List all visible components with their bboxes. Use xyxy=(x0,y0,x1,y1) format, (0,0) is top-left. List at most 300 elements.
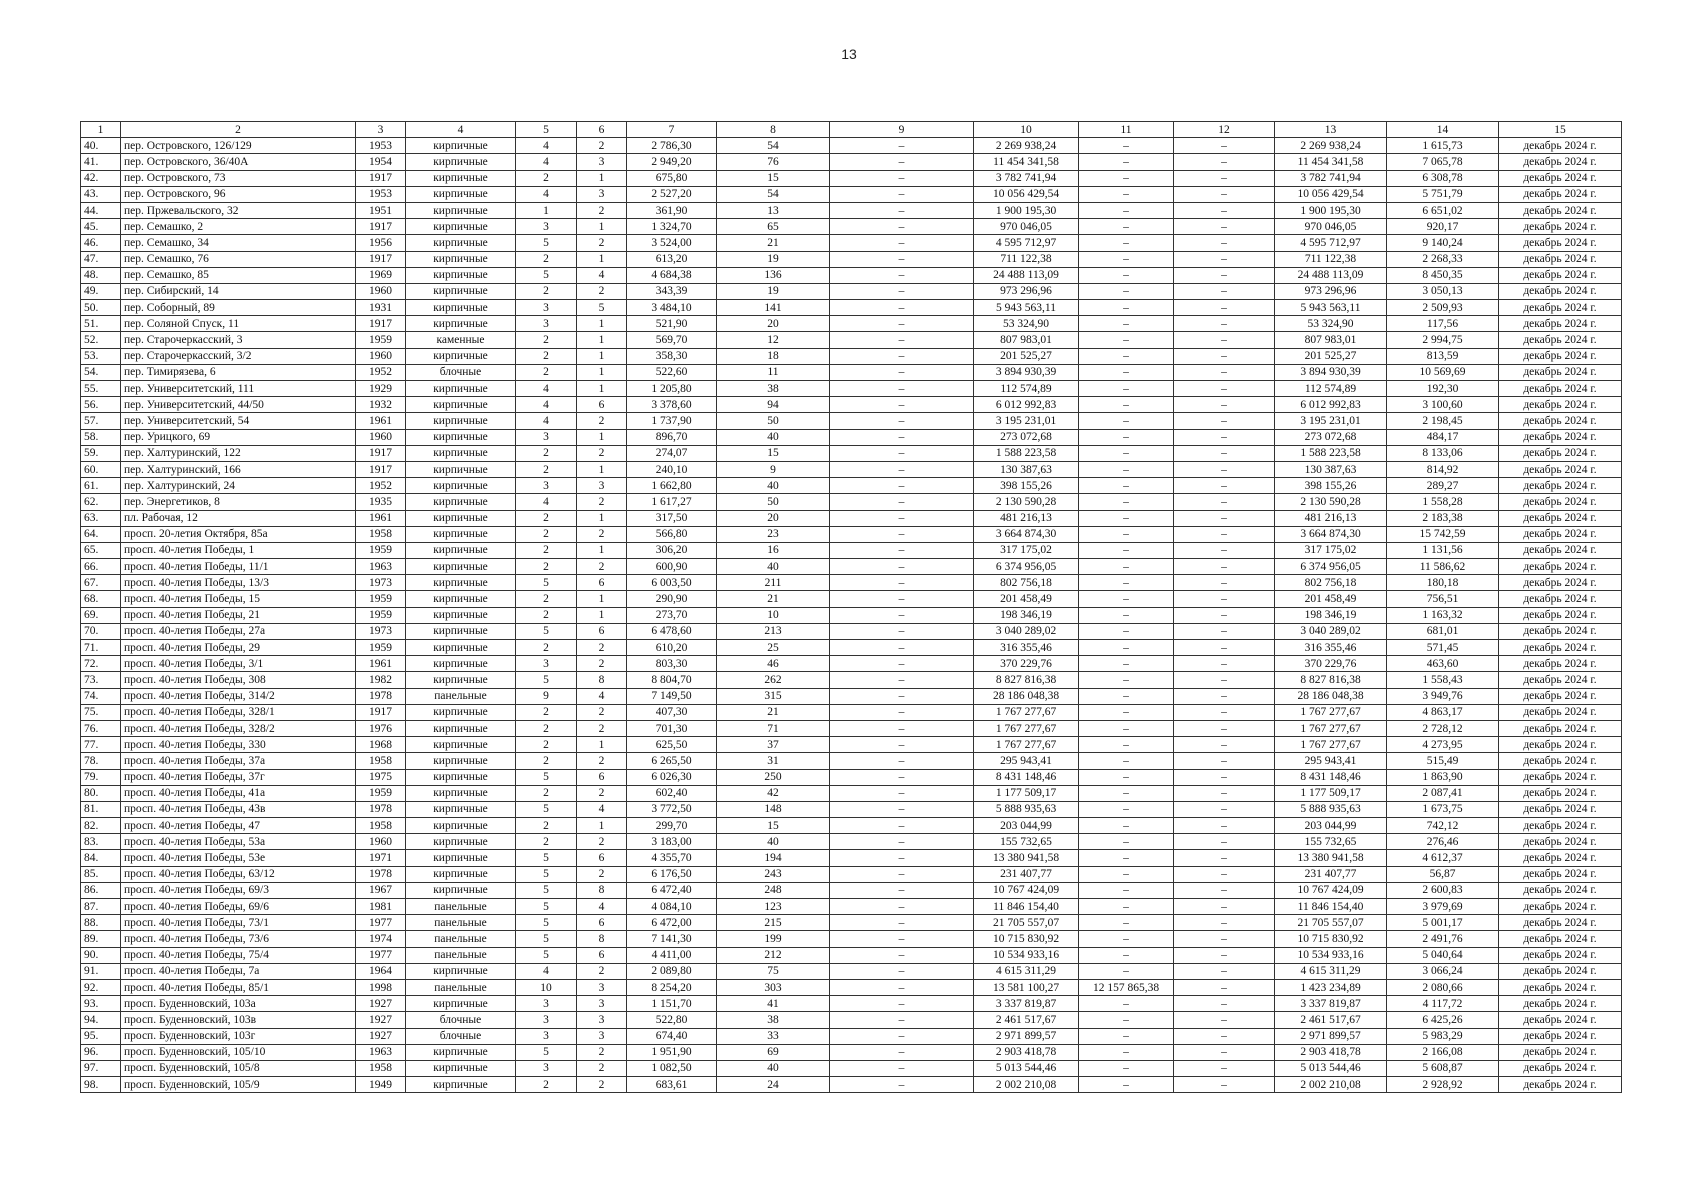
row-number: 94. xyxy=(81,1012,121,1028)
residents: 15 xyxy=(717,170,830,186)
deadline: декабрь 2024 г. xyxy=(1499,542,1622,558)
cost-total: 24 488 113,09 xyxy=(974,267,1079,283)
table-row xyxy=(81,979,1622,995)
cost-per-unit: 1 558,28 xyxy=(1387,494,1499,510)
deadline: декабрь 2024 г. xyxy=(1499,899,1622,915)
deadline: декабрь 2024 г. xyxy=(1499,1012,1622,1028)
residents: 262 xyxy=(717,672,830,688)
col-11: – xyxy=(1079,170,1174,186)
cost-per-unit: 11 586,62 xyxy=(1387,559,1499,575)
residents: 76 xyxy=(717,154,830,170)
col-11: – xyxy=(1079,1012,1174,1028)
col-12: – xyxy=(1174,170,1275,186)
cost-total: 6 012 992,83 xyxy=(974,397,1079,413)
year-built: 1960 xyxy=(356,429,406,445)
year-built: 1932 xyxy=(356,397,406,413)
col-9: – xyxy=(830,720,974,736)
cost-per-unit: 9 140,24 xyxy=(1387,235,1499,251)
floors: 2 xyxy=(516,640,577,656)
wall-material: кирпичные xyxy=(406,186,516,202)
floors: 5 xyxy=(516,899,577,915)
year-built: 1960 xyxy=(356,834,406,850)
cost-total: 8 431 148,46 xyxy=(974,769,1079,785)
table-row xyxy=(81,332,1622,348)
col-12: – xyxy=(1174,235,1275,251)
deadline: декабрь 2024 г. xyxy=(1499,300,1622,316)
col-12: – xyxy=(1174,154,1275,170)
row-number: 43. xyxy=(81,186,121,202)
cost-total: 802 756,18 xyxy=(974,575,1079,591)
col-12: – xyxy=(1174,704,1275,720)
col-9: – xyxy=(830,769,974,785)
entrances: 1 xyxy=(577,429,627,445)
area: 6 176,50 xyxy=(627,866,717,882)
cost-total: 11 454 341,58 xyxy=(974,154,1079,170)
row-number: 54. xyxy=(81,364,121,380)
address: просп. 40-летия Победы, 330 xyxy=(121,737,356,753)
deadline: декабрь 2024 г. xyxy=(1499,704,1622,720)
cost-per-unit: 3 949,76 xyxy=(1387,688,1499,704)
cost-total: 3 040 289,02 xyxy=(974,623,1079,639)
area: 3 183,00 xyxy=(627,834,717,850)
area: 675,80 xyxy=(627,170,717,186)
cost-remaining: 273 072,68 xyxy=(1275,429,1387,445)
col-11: – xyxy=(1079,753,1174,769)
col-9: – xyxy=(830,704,974,720)
table-row xyxy=(81,915,1622,931)
entrances: 2 xyxy=(577,720,627,736)
floors: 2 xyxy=(516,559,577,575)
entrances: 1 xyxy=(577,170,627,186)
col-12: – xyxy=(1174,364,1275,380)
year-built: 1960 xyxy=(356,283,406,299)
area: 317,50 xyxy=(627,510,717,526)
entrances: 2 xyxy=(577,413,627,429)
wall-material: панельные xyxy=(406,688,516,704)
cost-total: 10 534 933,16 xyxy=(974,947,1079,963)
col-12: – xyxy=(1174,591,1275,607)
year-built: 1917 xyxy=(356,461,406,477)
floors: 5 xyxy=(516,866,577,882)
residents: 94 xyxy=(717,397,830,413)
floors: 5 xyxy=(516,850,577,866)
deadline: декабрь 2024 г. xyxy=(1499,478,1622,494)
deadline: декабрь 2024 г. xyxy=(1499,769,1622,785)
entrances: 2 xyxy=(577,866,627,882)
entrances: 6 xyxy=(577,850,627,866)
row-number: 93. xyxy=(81,996,121,1012)
entrances: 1 xyxy=(577,364,627,380)
floors: 3 xyxy=(516,478,577,494)
year-built: 1931 xyxy=(356,300,406,316)
entrances: 6 xyxy=(577,915,627,931)
entrances: 1 xyxy=(577,510,627,526)
wall-material: кирпичные xyxy=(406,559,516,575)
floors: 5 xyxy=(516,915,577,931)
area: 896,70 xyxy=(627,429,717,445)
year-built: 1961 xyxy=(356,656,406,672)
col-12: – xyxy=(1174,494,1275,510)
area: 4 355,70 xyxy=(627,850,717,866)
deadline: декабрь 2024 г. xyxy=(1499,381,1622,397)
col-9: – xyxy=(830,445,974,461)
cost-total: 3 894 930,39 xyxy=(974,364,1079,380)
wall-material: кирпичные xyxy=(406,801,516,817)
year-built: 1959 xyxy=(356,332,406,348)
deadline: декабрь 2024 г. xyxy=(1499,607,1622,623)
year-built: 1927 xyxy=(356,1012,406,1028)
area: 306,20 xyxy=(627,542,717,558)
col-header: 9 xyxy=(830,122,974,138)
cost-total: 1 900 195,30 xyxy=(974,202,1079,218)
year-built: 1951 xyxy=(356,202,406,218)
deadline: декабрь 2024 г. xyxy=(1499,283,1622,299)
address: пер. Семашко, 85 xyxy=(121,267,356,283)
cost-total: 13 581 100,27 xyxy=(974,979,1079,995)
cost-total: 10 767 424,09 xyxy=(974,882,1079,898)
entrances: 4 xyxy=(577,267,627,283)
cost-per-unit: 3 050,13 xyxy=(1387,283,1499,299)
row-number: 40. xyxy=(81,138,121,154)
year-built: 1917 xyxy=(356,445,406,461)
col-11: – xyxy=(1079,623,1174,639)
col-header: 13 xyxy=(1275,122,1387,138)
col-9: – xyxy=(830,235,974,251)
cost-per-unit: 6 425,26 xyxy=(1387,1012,1499,1028)
deadline: декабрь 2024 г. xyxy=(1499,186,1622,202)
cost-total: 201 458,49 xyxy=(974,591,1079,607)
floors: 2 xyxy=(516,737,577,753)
col-9: – xyxy=(830,899,974,915)
col-12: – xyxy=(1174,478,1275,494)
col-header: 8 xyxy=(717,122,830,138)
table-row xyxy=(81,542,1622,558)
residents: 54 xyxy=(717,138,830,154)
wall-material: кирпичные xyxy=(406,397,516,413)
year-built: 1971 xyxy=(356,850,406,866)
table-row xyxy=(81,316,1622,332)
deadline: декабрь 2024 г. xyxy=(1499,963,1622,979)
address: просп. 40-летия Победы, 47 xyxy=(121,818,356,834)
cost-remaining: 130 387,63 xyxy=(1275,461,1387,477)
table-row xyxy=(81,850,1622,866)
deadline: декабрь 2024 г. xyxy=(1499,154,1622,170)
cost-per-unit: 484,17 xyxy=(1387,429,1499,445)
floors: 3 xyxy=(516,316,577,332)
residents: 11 xyxy=(717,364,830,380)
year-built: 1975 xyxy=(356,769,406,785)
entrances: 2 xyxy=(577,559,627,575)
residents: 13 xyxy=(717,202,830,218)
wall-material: кирпичные xyxy=(406,591,516,607)
col-11: – xyxy=(1079,251,1174,267)
residents: 25 xyxy=(717,640,830,656)
col-11: – xyxy=(1079,364,1174,380)
row-number: 71. xyxy=(81,640,121,656)
wall-material: блочные xyxy=(406,1012,516,1028)
cost-remaining: 21 705 557,07 xyxy=(1275,915,1387,931)
cost-per-unit: 4 273,95 xyxy=(1387,737,1499,753)
col-9: – xyxy=(830,818,974,834)
year-built: 1917 xyxy=(356,704,406,720)
entrances: 3 xyxy=(577,1012,627,1028)
year-built: 1952 xyxy=(356,478,406,494)
row-number: 83. xyxy=(81,834,121,850)
residents: 19 xyxy=(717,251,830,267)
address: пер. Университетский, 54 xyxy=(121,413,356,429)
deadline: декабрь 2024 г. xyxy=(1499,445,1622,461)
wall-material: кирпичные xyxy=(406,963,516,979)
col-11: – xyxy=(1079,785,1174,801)
address: пер. Островского, 73 xyxy=(121,170,356,186)
year-built: 1917 xyxy=(356,316,406,332)
cost-per-unit: 2 198,45 xyxy=(1387,413,1499,429)
row-number: 84. xyxy=(81,850,121,866)
floors: 3 xyxy=(516,300,577,316)
deadline: декабрь 2024 г. xyxy=(1499,138,1622,154)
table-row xyxy=(81,267,1622,283)
address: просп. 40-летия Победы, 308 xyxy=(121,672,356,688)
cost-per-unit: 5 983,29 xyxy=(1387,1028,1499,1044)
row-number: 87. xyxy=(81,899,121,915)
page-number: 13 xyxy=(841,46,857,62)
cost-per-unit: 56,87 xyxy=(1387,866,1499,882)
col-12: – xyxy=(1174,138,1275,154)
cost-per-unit: 5 608,87 xyxy=(1387,1060,1499,1076)
col-12: – xyxy=(1174,640,1275,656)
address: просп. 40-летия Победы, 328/2 xyxy=(121,720,356,736)
address: просп. Буденновский, 103г xyxy=(121,1028,356,1044)
row-number: 41. xyxy=(81,154,121,170)
year-built: 1978 xyxy=(356,801,406,817)
wall-material: кирпичные xyxy=(406,267,516,283)
cost-per-unit: 1 163,32 xyxy=(1387,607,1499,623)
col-11: 12 157 865,38 xyxy=(1079,979,1174,995)
table-row xyxy=(81,753,1622,769)
cost-total: 970 046,05 xyxy=(974,219,1079,235)
floors: 2 xyxy=(516,1077,577,1093)
col-11: – xyxy=(1079,1077,1174,1093)
wall-material: кирпичные xyxy=(406,704,516,720)
cost-per-unit: 3 100,60 xyxy=(1387,397,1499,413)
address: просп. 40-летия Победы, 85/1 xyxy=(121,979,356,995)
wall-material: кирпичные xyxy=(406,850,516,866)
col-12: – xyxy=(1174,429,1275,445)
deadline: декабрь 2024 г. xyxy=(1499,1028,1622,1044)
wall-material: кирпичные xyxy=(406,283,516,299)
residents: 54 xyxy=(717,186,830,202)
floors: 2 xyxy=(516,591,577,607)
cost-per-unit: 515,49 xyxy=(1387,753,1499,769)
cost-remaining: 5 888 935,63 xyxy=(1275,801,1387,817)
area: 2 089,80 xyxy=(627,963,717,979)
entrances: 2 xyxy=(577,235,627,251)
col-9: – xyxy=(830,219,974,235)
area: 6 472,40 xyxy=(627,882,717,898)
row-number: 48. xyxy=(81,267,121,283)
deadline: декабрь 2024 г. xyxy=(1499,737,1622,753)
table-row xyxy=(81,996,1622,1012)
cost-remaining: 10 534 933,16 xyxy=(1275,947,1387,963)
col-12: – xyxy=(1174,251,1275,267)
area: 343,39 xyxy=(627,283,717,299)
deadline: декабрь 2024 г. xyxy=(1499,996,1622,1012)
entrances: 3 xyxy=(577,979,627,995)
area: 3 378,60 xyxy=(627,397,717,413)
year-built: 1977 xyxy=(356,947,406,963)
address: пер. Энергетиков, 8 xyxy=(121,494,356,510)
table-row xyxy=(81,1012,1622,1028)
cost-remaining: 10 715 830,92 xyxy=(1275,931,1387,947)
cost-total: 3 782 741,94 xyxy=(974,170,1079,186)
cost-remaining: 11 846 154,40 xyxy=(1275,899,1387,915)
col-11: – xyxy=(1079,542,1174,558)
col-11: – xyxy=(1079,769,1174,785)
deadline: декабрь 2024 г. xyxy=(1499,397,1622,413)
address: просп. Буденновский, 105/8 xyxy=(121,1060,356,1076)
area: 4 084,10 xyxy=(627,899,717,915)
area: 1 324,70 xyxy=(627,219,717,235)
row-number: 91. xyxy=(81,963,121,979)
floors: 2 xyxy=(516,704,577,720)
floors: 4 xyxy=(516,138,577,154)
floors: 2 xyxy=(516,332,577,348)
area: 273,70 xyxy=(627,607,717,623)
residents: 212 xyxy=(717,947,830,963)
deadline: декабрь 2024 г. xyxy=(1499,429,1622,445)
col-11: – xyxy=(1079,1044,1174,1060)
cost-total: 2 971 899,57 xyxy=(974,1028,1079,1044)
cost-total: 3 195 231,01 xyxy=(974,413,1079,429)
area: 610,20 xyxy=(627,640,717,656)
wall-material: кирпичные xyxy=(406,526,516,542)
col-12: – xyxy=(1174,915,1275,931)
col-12: – xyxy=(1174,850,1275,866)
col-9: – xyxy=(830,461,974,477)
row-number: 69. xyxy=(81,607,121,623)
col-header: 5 xyxy=(516,122,577,138)
row-number: 89. xyxy=(81,931,121,947)
residents: 42 xyxy=(717,785,830,801)
table-row xyxy=(81,478,1622,494)
deadline: декабрь 2024 г. xyxy=(1499,510,1622,526)
col-9: – xyxy=(830,963,974,979)
area: 7 141,30 xyxy=(627,931,717,947)
residents: 248 xyxy=(717,882,830,898)
cost-total: 481 216,13 xyxy=(974,510,1079,526)
year-built: 1917 xyxy=(356,251,406,267)
cost-remaining: 1 767 277,67 xyxy=(1275,720,1387,736)
floors: 5 xyxy=(516,801,577,817)
address: пер. Соборный, 89 xyxy=(121,300,356,316)
cost-per-unit: 7 065,78 xyxy=(1387,154,1499,170)
col-9: – xyxy=(830,300,974,316)
floors: 4 xyxy=(516,154,577,170)
table-row xyxy=(81,737,1622,753)
deadline: декабрь 2024 г. xyxy=(1499,1044,1622,1060)
col-9: – xyxy=(830,542,974,558)
table-row xyxy=(81,672,1622,688)
address: просп. 40-летия Победы, 37а xyxy=(121,753,356,769)
col-9: – xyxy=(830,316,974,332)
header-row xyxy=(81,122,1622,138)
table-row xyxy=(81,429,1622,445)
entrances: 1 xyxy=(577,818,627,834)
row-number: 79. xyxy=(81,769,121,785)
cost-remaining: 4 615 311,29 xyxy=(1275,963,1387,979)
residents: 40 xyxy=(717,429,830,445)
address: просп. 40-летия Победы, 53а xyxy=(121,834,356,850)
deadline: декабрь 2024 г. xyxy=(1499,494,1622,510)
cost-per-unit: 4 117,72 xyxy=(1387,996,1499,1012)
row-number: 98. xyxy=(81,1077,121,1093)
wall-material: кирпичные xyxy=(406,753,516,769)
entrances: 4 xyxy=(577,899,627,915)
year-built: 1967 xyxy=(356,882,406,898)
wall-material: блочные xyxy=(406,1028,516,1044)
cost-per-unit: 8 133,06 xyxy=(1387,445,1499,461)
address: просп. 20-летия Октября, 85а xyxy=(121,526,356,542)
cost-total: 53 324,90 xyxy=(974,316,1079,332)
year-built: 1961 xyxy=(356,413,406,429)
wall-material: кирпичные xyxy=(406,785,516,801)
cost-total: 711 122,38 xyxy=(974,251,1079,267)
row-number: 59. xyxy=(81,445,121,461)
residents: 46 xyxy=(717,656,830,672)
col-12: – xyxy=(1174,186,1275,202)
area: 8 804,70 xyxy=(627,672,717,688)
cost-remaining: 2 269 938,24 xyxy=(1275,138,1387,154)
table-row xyxy=(81,704,1622,720)
wall-material: кирпичные xyxy=(406,737,516,753)
row-number: 64. xyxy=(81,526,121,542)
table-row xyxy=(81,413,1622,429)
col-11: – xyxy=(1079,526,1174,542)
year-built: 1958 xyxy=(356,818,406,834)
address: просп. 40-летия Победы, 11/1 xyxy=(121,559,356,575)
area: 3 524,00 xyxy=(627,235,717,251)
floors: 2 xyxy=(516,348,577,364)
col-11: – xyxy=(1079,461,1174,477)
year-built: 1973 xyxy=(356,623,406,639)
address: просп. 40-летия Победы, 73/6 xyxy=(121,931,356,947)
year-built: 1960 xyxy=(356,348,406,364)
table-row xyxy=(81,397,1622,413)
table-row xyxy=(81,526,1622,542)
col-11: – xyxy=(1079,672,1174,688)
col-12: – xyxy=(1174,348,1275,364)
wall-material: кирпичные xyxy=(406,640,516,656)
row-number: 77. xyxy=(81,737,121,753)
cost-per-unit: 6 308,78 xyxy=(1387,170,1499,186)
deadline: декабрь 2024 г. xyxy=(1499,591,1622,607)
floors: 5 xyxy=(516,931,577,947)
wall-material: кирпичные xyxy=(406,300,516,316)
cost-remaining: 10 767 424,09 xyxy=(1275,882,1387,898)
wall-material: кирпичные xyxy=(406,834,516,850)
wall-material: кирпичные xyxy=(406,235,516,251)
col-12: – xyxy=(1174,1044,1275,1060)
cost-per-unit: 2 928,92 xyxy=(1387,1077,1499,1093)
floors: 4 xyxy=(516,494,577,510)
cost-remaining: 201 525,27 xyxy=(1275,348,1387,364)
entrances: 2 xyxy=(577,834,627,850)
year-built: 1956 xyxy=(356,235,406,251)
row-number: 62. xyxy=(81,494,121,510)
area: 1 737,90 xyxy=(627,413,717,429)
col-11: – xyxy=(1079,348,1174,364)
cost-total: 10 056 429,54 xyxy=(974,186,1079,202)
